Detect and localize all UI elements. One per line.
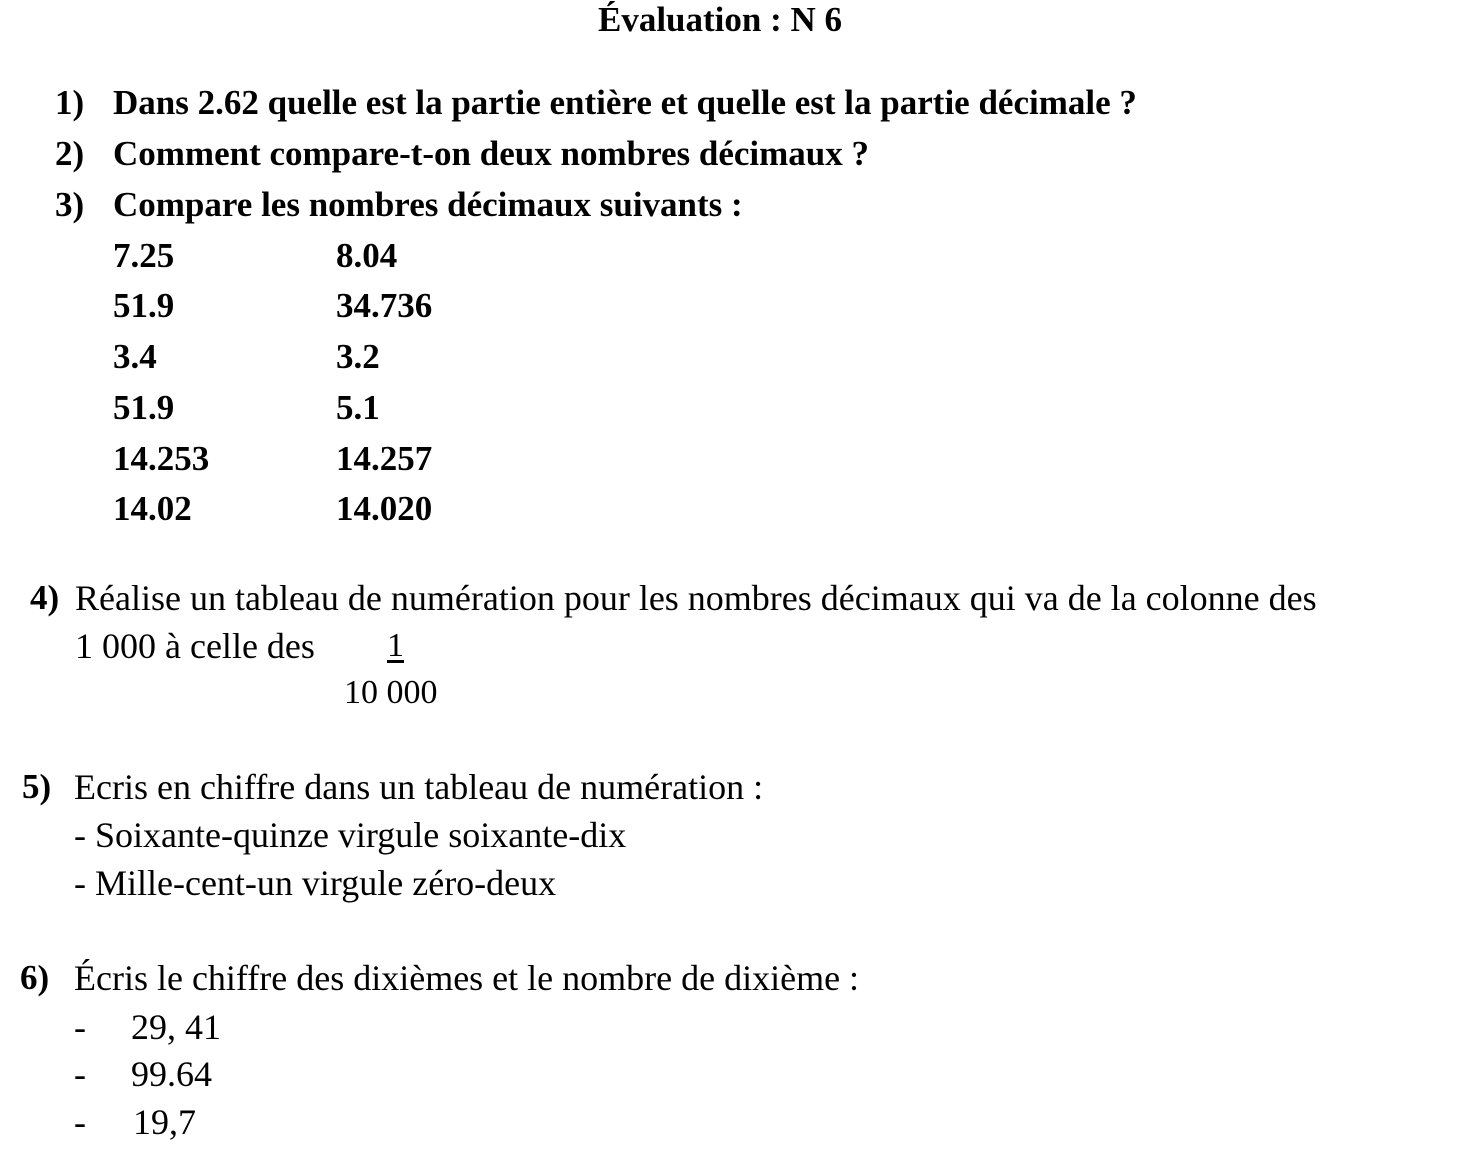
compare-right-value: 14.020 bbox=[336, 489, 433, 528]
question-3-number: 3) bbox=[55, 185, 85, 224]
question-6-text: Écris le chiffre des dixièmes et le nombre de dixième : bbox=[74, 958, 860, 998]
question-1-number: 1) bbox=[55, 83, 85, 122]
compare-left-value: 3.4 bbox=[113, 337, 157, 376]
list-dash: - bbox=[74, 1007, 86, 1047]
list-dash: - bbox=[74, 1054, 86, 1094]
compare-left-value: 7.25 bbox=[113, 236, 175, 275]
page-title: Évaluation : N 6 bbox=[597, 0, 843, 39]
question-4-text-line-2: 1 000 à celle des bbox=[75, 626, 315, 666]
compare-right-value: 8.04 bbox=[336, 236, 398, 275]
fraction-denominator: 10 000 bbox=[344, 674, 438, 711]
list-dash: - bbox=[74, 1102, 86, 1142]
compare-right-value: 3.2 bbox=[336, 337, 380, 376]
question-5-item: - Soixante-quinze virgule soixante-dix bbox=[74, 815, 627, 855]
question-4-number: 4) bbox=[30, 578, 60, 617]
question-2-text: Comment compare-t-on deux nombres décimaux ? bbox=[113, 134, 870, 173]
compare-right-value: 5.1 bbox=[336, 388, 380, 427]
question-4-text-line-1: Réalise un tableau de numération pour les nombres décimaux qui va de la colonne des bbox=[75, 578, 1317, 618]
compare-left-value: 51.9 bbox=[113, 286, 175, 325]
question-6-item: 99.64 bbox=[131, 1054, 212, 1094]
compare-left-value: 51.9 bbox=[113, 388, 175, 427]
compare-left-value: 14.253 bbox=[113, 439, 210, 478]
compare-left-value: 14.02 bbox=[113, 489, 192, 528]
question-6-item: 29, 41 bbox=[131, 1007, 221, 1047]
question-5-item: - Mille-cent-un virgule zéro-deux bbox=[74, 863, 557, 903]
question-5-number: 5) bbox=[22, 767, 52, 806]
question-6-number: 6) bbox=[20, 958, 50, 997]
compare-right-value: 14.257 bbox=[336, 439, 433, 478]
compare-right-value: 34.736 bbox=[336, 286, 433, 325]
question-1-text: Dans 2.62 quelle est la partie entière et quelle est la partie décimale ? bbox=[113, 83, 1137, 122]
fraction-numerator: 1 bbox=[387, 627, 404, 664]
question-2-number: 2) bbox=[55, 134, 85, 173]
question-3-text: Compare les nombres décimaux suivants : bbox=[113, 185, 743, 224]
question-5-text: Ecris en chiffre dans un tableau de numération : bbox=[74, 767, 764, 807]
question-6-item: 19,7 bbox=[133, 1102, 196, 1142]
